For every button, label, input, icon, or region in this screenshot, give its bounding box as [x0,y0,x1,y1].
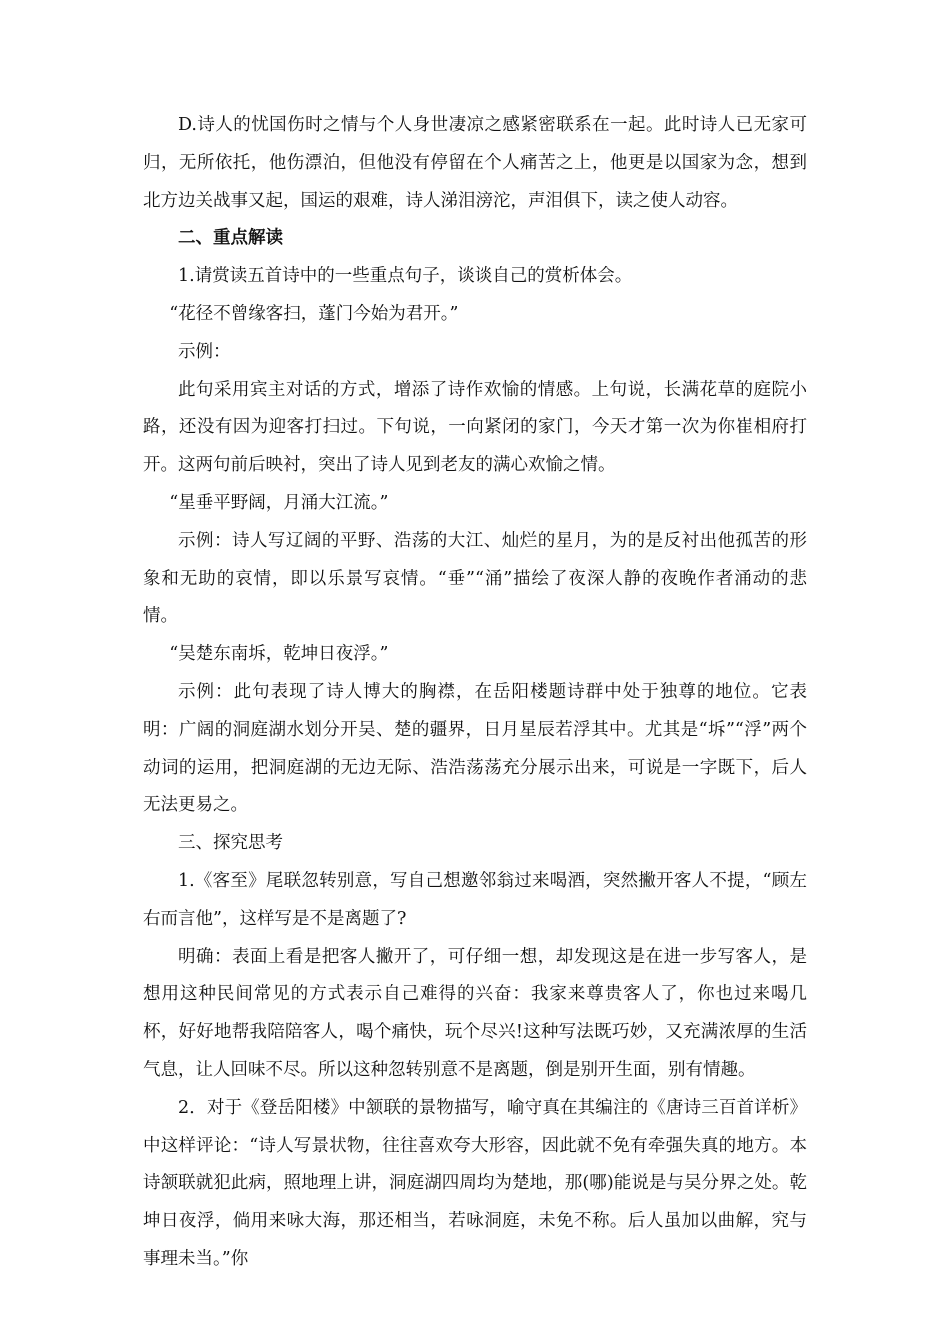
quote-huajing: “花径不曾缘客扫，蓬门今始为君开。” [169,303,459,324]
inquiry-question-1: 1.《客至》尾联忽转别意，写自己想邀邻翁过来喝酒，突然撇开客人不提，“顾左右而言他”，这样写是不是离题了? [143,870,807,929]
quote-wuchu: “吴楚东南坼，乾坤日夜浮。” [169,644,389,665]
document-body [143,107,807,1279]
paragraph-wuchu-analysis: 示例：此句表现了诗人博大的胸襟，在岳阳楼题诗群中处于独尊的地位。它表明：广阔的洞庭湖水划分开吴、楚的疆界，日月星辰若浮其中。尤其是“坼”“浮”两个动词的运用，把洞庭湖的无边无际、浩浩荡荡充分展示出来，可说是一字既下，后人无法更易之。 [143,681,807,816]
paragraph-option-d: D.诗人的忧国伤时之情与个人身世凄凉之感紧密联系在一起。此时诗人已无家可归，无所依托，他伤漂泊，但他没有停留在个人痛苦之上，他更是以国家为念，想到北方边关战事又起，国运的艰难，诗人涕泪滂沱，声泪俱下，读之使人动容。 [143,115,807,211]
quote-xingchui: “星垂平野阔，月涌大江流。” [169,492,389,513]
question-1-prompt: 1.请赏读五首诗中的一些重点句子，谈谈自己的赏析体会。 [178,266,633,287]
example-label: 示例： [178,341,231,362]
inquiry-question-2: 2．对于《登岳阳楼》中颔联的景物描写，喻守真在其编注的《唐诗三百首详析》中这样评论：“诗人写景状物，往往喜欢夸大形容，因此就不免有牵强失真的地方。本诗颔联就犯此病，照地理上讲，洞庭湖四周均为楚地，那(哪)能说是与吴分界之处。乾坤日夜浮，倘用来咏大海，那还相当，若咏洞庭，未免不称。后人虽加以曲解，究与事理未当。”你 [143,1097,807,1269]
section-heading-key-reading: 二、重点解读 [178,228,283,249]
section-heading-inquiry: 三、探究思考 [178,833,283,854]
paragraph-huajing-analysis: 此句采用宾主对话的方式，增添了诗作欢愉的情感。上句说，长满花草的庭院小路，还没有因为迎客打扫过。下句说，一向紧闭的家门，今天才第一次为你崔相府打开。这两句前后映衬，突出了诗人见到老友的满心欢愉之情。 [143,379,807,476]
paragraph-xingchui-analysis: 示例：诗人写辽阔的平野、浩荡的大江、灿烂的星月，为的是反衬出他孤苦的形象和无助的哀情，即以乐景写哀情。“垂”“涌”描绘了夜深人静的夜晚作者涌动的悲情。 [143,530,807,627]
inquiry-answer-1: 明确：表面上看是把客人撇开了，可仔细一想，却发现这是在进一步写客人，是想用这种民间常见的方式表示自己难得的兴奋：我家来尊贵客人了，你也过来喝几杯，好好地帮我陪陪客人，喝个痛快，玩个尽兴!这种写法既巧妙，又充满浓厚的生活气息，让人回味不尽。所以这种忽转别意不是离题，倒是别开生面，别有情趣。 [143,946,807,1080]
